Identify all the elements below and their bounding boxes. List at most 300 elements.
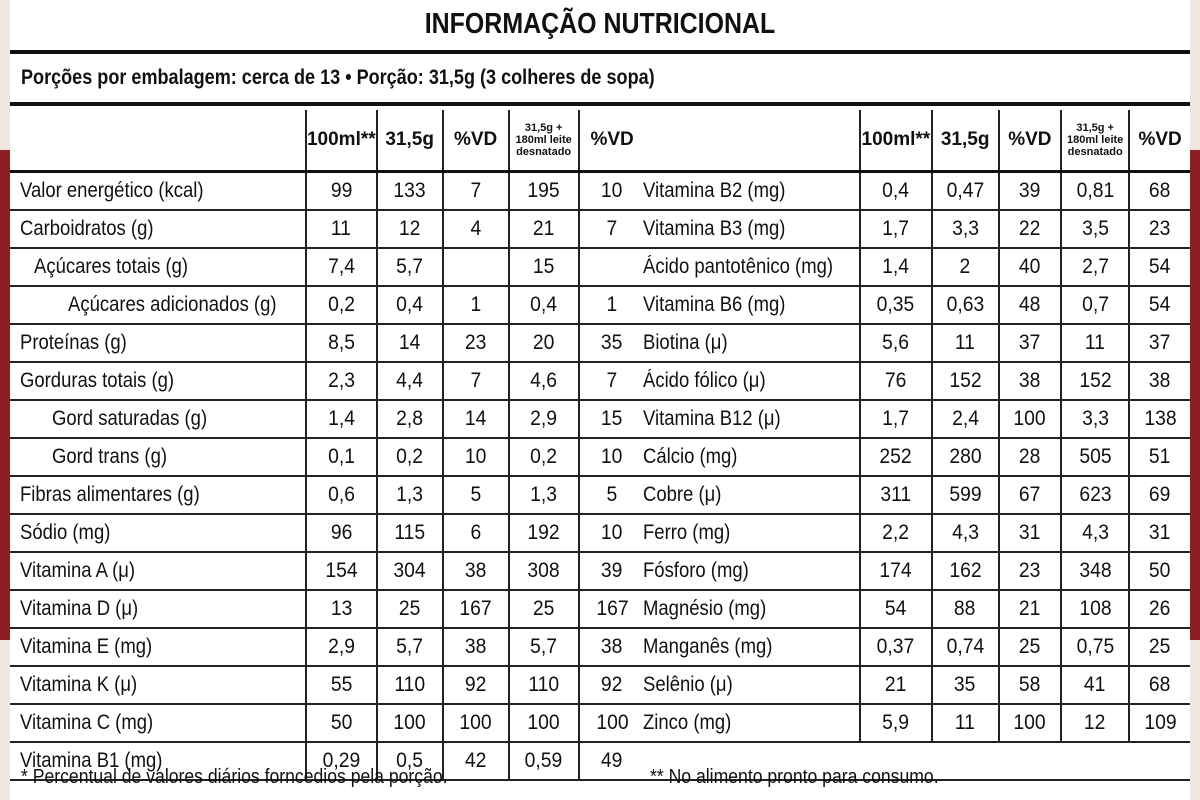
cell-value: 2,2: [882, 521, 910, 544]
cell-value: 20: [532, 331, 555, 354]
cell-value: 4: [470, 217, 482, 240]
header-portion: 31,5g: [932, 110, 999, 172]
value-100ml: [860, 514, 932, 552]
cell-value: 50: [1149, 559, 1171, 582]
nutrient-name-text: Cálcio (mg): [643, 445, 738, 468]
table-row: [10, 248, 645, 286]
value-portion-milk: [1061, 704, 1129, 742]
value-100ml: [860, 628, 932, 666]
cell-value: 1: [606, 293, 618, 316]
cell-value: 192: [527, 521, 560, 544]
cell-value: 100: [596, 711, 629, 734]
nutrient-name: [10, 628, 306, 666]
value-portion: [932, 286, 999, 324]
value-100ml: [306, 666, 377, 704]
cell-value: 348: [1079, 559, 1112, 582]
header-portion-milk-line1: 31,5g +: [524, 122, 563, 134]
cell-value: 7: [606, 369, 618, 392]
value-100ml: [306, 286, 377, 324]
cell-value: 280: [949, 445, 982, 468]
cell-value: 38: [1019, 369, 1041, 392]
nutrient-name-text: Proteínas (g): [20, 331, 127, 354]
value-portion-milk: [509, 362, 579, 400]
table-row: [10, 286, 645, 324]
cell-value: 308: [527, 559, 560, 582]
cell-value: 96: [330, 521, 353, 544]
value-100ml: [306, 590, 377, 628]
cell-value: 68: [1149, 179, 1171, 202]
value-100ml: [860, 248, 932, 286]
value-vd: [443, 628, 509, 666]
value-portion-milk: [509, 400, 579, 438]
value-portion: [377, 362, 443, 400]
cell-value: 25: [398, 597, 421, 620]
value-vd: [999, 210, 1062, 248]
value-portion-milk: [1061, 362, 1129, 400]
cell-value: 252: [879, 445, 912, 468]
nutrient-name-text: Gorduras totais (g): [20, 369, 175, 392]
cell-value: 1,7: [882, 407, 910, 430]
cell-value: 7: [606, 217, 618, 240]
value-100ml: [860, 476, 932, 514]
value-vd: [999, 438, 1062, 476]
cell-value: 0,2: [396, 445, 424, 468]
page-title: INFORMAÇÃO NUTRICIONAL: [424, 8, 776, 40]
table-row: [10, 476, 645, 514]
value-100ml: [306, 628, 377, 666]
cell-value: 133: [393, 179, 426, 202]
nutrient-name-text: Cobre (μ): [643, 483, 722, 506]
cell-value: 0,29: [322, 749, 361, 772]
value-vd-milk: [1129, 324, 1190, 362]
value-vd: [999, 286, 1062, 324]
header-portion-milk: [509, 110, 579, 172]
nutrient-name-text: Vitamina B1 (mg): [20, 749, 163, 772]
cell-value: 23: [464, 331, 487, 354]
table-row: [633, 400, 1190, 438]
nutrient-name-text: Fósforo (mg): [643, 559, 749, 582]
cell-value: 21: [532, 217, 555, 240]
cell-value: 99: [330, 179, 353, 202]
nutrient-name: [10, 514, 306, 552]
cell-value: 28: [1019, 445, 1041, 468]
table-row: [10, 362, 645, 400]
value-vd: [999, 666, 1062, 704]
value-vd: [443, 742, 509, 780]
value-100ml: [860, 324, 932, 362]
cell-value: 304: [393, 559, 426, 582]
cell-value: 1,4: [327, 407, 355, 430]
nutrient-name-text: Carboidratos (g): [20, 217, 154, 240]
cell-value: 0,4: [396, 293, 424, 316]
cell-value: 39: [601, 559, 623, 582]
nutrient-name-text: Vitamina B2 (mg): [643, 179, 786, 202]
header-vd-milk: %VD: [1129, 110, 1190, 172]
value-vd: [999, 552, 1062, 590]
cell-value: 23: [1019, 559, 1041, 582]
cell-value: 167: [459, 597, 492, 620]
cell-value: 0,74: [946, 635, 984, 658]
value-100ml: [306, 476, 377, 514]
cell-value: 0,7: [1081, 293, 1109, 316]
value-vd-milk: [1129, 210, 1190, 248]
cell-value: 0,59: [524, 749, 563, 772]
table-row: [633, 590, 1190, 628]
nutrient-name: [633, 628, 860, 666]
value-portion: [377, 286, 443, 324]
cell-value: 35: [601, 331, 623, 354]
nutrient-name: [633, 286, 860, 324]
value-vd: [999, 590, 1062, 628]
table-row: [10, 400, 645, 438]
value-100ml: [860, 704, 932, 742]
nutrient-name-text: Açúcares totais (g): [34, 255, 189, 278]
cell-value: 152: [949, 369, 982, 392]
cell-value: 1,4: [882, 255, 910, 278]
value-portion: [377, 514, 443, 552]
cell-value: 51: [1149, 445, 1171, 468]
value-portion-milk: [1061, 514, 1129, 552]
cell-value: 4,6: [530, 369, 558, 392]
nutrient-name: [633, 704, 860, 742]
value-portion: [377, 552, 443, 590]
value-portion-milk: [509, 742, 579, 780]
cell-value: 68: [1149, 673, 1171, 696]
nutrient-name-text: Ácido pantotênico (mg): [643, 255, 834, 278]
value-portion-milk: [509, 172, 579, 211]
value-portion-milk: [509, 286, 579, 324]
cell-value: 162: [949, 559, 982, 582]
nutrient-name: [10, 476, 306, 514]
cell-value: 76: [885, 369, 907, 392]
value-portion: [932, 628, 999, 666]
cell-value: 152: [1079, 369, 1112, 392]
cell-value: 49: [601, 749, 623, 772]
nutrient-name: [633, 514, 860, 552]
value-portion-milk: [1061, 666, 1129, 704]
table-row: [633, 210, 1190, 248]
cell-value: 92: [464, 673, 487, 696]
table-header-row: [633, 110, 1190, 172]
value-portion: [932, 552, 999, 590]
header-vd-milk: %VD: [579, 110, 645, 172]
header-portion-milk: [1061, 110, 1129, 172]
value-portion: [932, 514, 999, 552]
value-vd-milk: [1129, 666, 1190, 704]
value-portion-milk: [1061, 172, 1129, 211]
cell-value: 0,37: [877, 635, 915, 658]
nutrient-name: [633, 324, 860, 362]
value-portion-milk: [1061, 628, 1129, 666]
cell-value: 48: [1019, 293, 1041, 316]
nutrient-name: [10, 552, 306, 590]
value-100ml: [860, 400, 932, 438]
cell-value: 25: [1019, 635, 1041, 658]
cell-value: 7: [470, 179, 482, 202]
cell-value: 92: [601, 673, 623, 696]
table-row: [633, 666, 1190, 704]
value-vd: [443, 666, 509, 704]
nutrient-name: [633, 552, 860, 590]
nutrient-name-text: Gord trans (g): [52, 445, 168, 468]
value-portion-milk: [509, 476, 579, 514]
value-vd: [443, 286, 509, 324]
nutrient-name-text: Ferro (mg): [643, 521, 731, 544]
cell-value: 58: [1019, 673, 1041, 696]
package-edge-right: [1190, 0, 1200, 800]
cell-value: 0,2: [327, 293, 355, 316]
value-vd-milk: [1129, 514, 1190, 552]
cell-value: 5,7: [396, 635, 424, 658]
nutrient-name-text: Vitamina A (μ): [20, 559, 136, 582]
header-100ml: 100ml**: [860, 110, 932, 172]
cell-value: 11: [331, 217, 352, 240]
nutrient-name-text: Vitamina B3 (mg): [643, 217, 786, 240]
value-portion-milk: [509, 552, 579, 590]
nutrient-name: [10, 248, 306, 286]
nutrient-name: [633, 248, 860, 286]
nutrient-name: [10, 590, 306, 628]
nutrient-name-text: Manganês (mg): [643, 635, 773, 658]
cell-value: 0,63: [946, 293, 984, 316]
value-100ml: [306, 400, 377, 438]
cell-value: 31: [1149, 521, 1171, 544]
cell-value: 40: [1019, 255, 1041, 278]
cell-value: 26: [1149, 597, 1171, 620]
table-row: [633, 248, 1190, 286]
value-portion: [377, 476, 443, 514]
value-portion-milk: [509, 590, 579, 628]
value-portion: [377, 324, 443, 362]
value-vd: [999, 248, 1062, 286]
nutrient-name: [10, 286, 306, 324]
value-portion: [377, 248, 443, 286]
value-vd-milk: [1129, 704, 1190, 742]
value-portion: [377, 400, 443, 438]
value-100ml: [860, 210, 932, 248]
nutrient-name-text: Vitamina B12 (μ): [643, 407, 781, 430]
value-vd: [443, 476, 509, 514]
nutrient-name: [633, 210, 860, 248]
nutrient-name-text: Ácido fólico (μ): [643, 369, 766, 392]
value-portion: [377, 210, 443, 248]
value-portion: [932, 704, 999, 742]
nutrition-rows-right: [633, 172, 1190, 781]
nutrient-name-text: Biotina (μ): [643, 331, 728, 354]
nutrient-name: [10, 362, 306, 400]
value-vd: [443, 210, 509, 248]
nutrition-table-right: [633, 110, 1190, 781]
value-vd: [443, 438, 509, 476]
nutrient-name: [10, 324, 306, 362]
value-100ml: [860, 590, 932, 628]
value-100ml: [306, 210, 377, 248]
cell-value: 5,6: [882, 331, 910, 354]
value-100ml: [860, 362, 932, 400]
cell-value: 10: [601, 179, 623, 202]
value-portion: [932, 248, 999, 286]
value-vd: [443, 704, 509, 742]
header-portion-milk-line2: 180ml leite: [1067, 134, 1124, 146]
cell-value: 42: [464, 749, 487, 772]
table-row: [633, 476, 1190, 514]
value-portion: [932, 438, 999, 476]
cell-value: 25: [532, 597, 555, 620]
nutrient-name-text: Vitamina K (μ): [20, 673, 138, 696]
value-vd: [999, 514, 1062, 552]
value-portion-milk: [1061, 286, 1129, 324]
cell-value: 23: [1149, 217, 1171, 240]
value-portion: [377, 704, 443, 742]
value-vd: [999, 476, 1062, 514]
header-portion-milk-line3: desnatado: [1067, 146, 1123, 158]
cell-value: 0,1: [327, 445, 355, 468]
cell-value: 38: [464, 635, 487, 658]
cell-value: 3,3: [1081, 407, 1109, 430]
cell-value: 54: [885, 597, 907, 620]
value-vd-milk: [1129, 400, 1190, 438]
cell-value: 12: [398, 217, 421, 240]
nutrient-name-text: Vitamina B6 (mg): [643, 293, 786, 316]
nutrient-name: [10, 438, 306, 476]
cell-value: 167: [596, 597, 629, 620]
cell-value: 311: [880, 483, 912, 506]
header-vd: %VD: [443, 110, 509, 172]
cell-value: 3,3: [951, 217, 979, 240]
cell-value: 0,4: [530, 293, 558, 316]
value-vd: [999, 362, 1062, 400]
nutrient-name-text: Zinco (mg): [643, 711, 732, 734]
cell-value: 505: [1079, 445, 1112, 468]
value-portion-milk: [509, 210, 579, 248]
value-portion-milk: [509, 514, 579, 552]
cell-value: 11: [1085, 331, 1106, 354]
cell-value: 110: [528, 673, 560, 696]
header-nutrient: [633, 110, 860, 172]
cell-value: 35: [954, 673, 976, 696]
value-vd: [999, 704, 1062, 742]
value-100ml: [306, 552, 377, 590]
table-row: [633, 552, 1190, 590]
cell-value: 10: [601, 445, 623, 468]
value-portion-milk: [1061, 400, 1129, 438]
cell-value: 1: [470, 293, 482, 316]
cell-value: 1,7: [882, 217, 910, 240]
cell-value: 115: [394, 521, 426, 544]
cell-value: 5: [470, 483, 482, 506]
value-portion-milk: [509, 248, 579, 286]
package-edge-left: [0, 0, 10, 800]
cell-value: 7: [470, 369, 482, 392]
value-100ml: [860, 286, 932, 324]
cell-value: 2,3: [327, 369, 355, 392]
cell-value: 100: [527, 711, 560, 734]
cell-value: 0,5: [396, 749, 424, 772]
cell-value: 38: [464, 559, 487, 582]
header-portion: 31,5g: [377, 110, 443, 172]
value-portion-milk: [1061, 476, 1129, 514]
cell-value: 6: [470, 521, 482, 544]
table-header-row: [10, 110, 645, 172]
value-portion: [932, 324, 999, 362]
cell-value: 39: [1019, 179, 1041, 202]
table-row: [10, 552, 645, 590]
nutrient-name-text: Gord saturadas (g): [52, 407, 208, 430]
value-100ml: [306, 172, 377, 211]
nutrition-facts-panel: [10, 0, 1190, 800]
value-portion: [932, 476, 999, 514]
cell-value: 55: [330, 673, 353, 696]
value-vd: [999, 172, 1062, 211]
cell-value: 67: [1019, 483, 1041, 506]
table-row: [633, 286, 1190, 324]
table-row: [10, 666, 645, 704]
value-vd: [443, 552, 509, 590]
nutrient-name: [10, 210, 306, 248]
table-row: [10, 210, 645, 248]
footnote-daily-values: * Percentual de valores diários forncedios pela porção.: [21, 766, 448, 788]
value-vd: [443, 400, 509, 438]
nutrient-name: [10, 400, 306, 438]
table-row: [633, 362, 1190, 400]
nutrient-name: [633, 172, 860, 211]
cell-value: 25: [1149, 635, 1171, 658]
cell-value: 88: [954, 597, 976, 620]
cell-value: 5,7: [530, 635, 558, 658]
cell-value: 100: [1013, 407, 1046, 430]
value-100ml: [306, 704, 377, 742]
header-100ml: 100ml**: [306, 110, 377, 172]
nutrient-name-text: Sódio (mg): [20, 521, 111, 544]
header-nutrient: [10, 110, 306, 172]
value-portion: [377, 172, 443, 211]
value-portion-milk: [1061, 438, 1129, 476]
cell-value: 15: [601, 407, 623, 430]
value-portion: [377, 628, 443, 666]
value-vd: [443, 590, 509, 628]
value-portion-milk: [509, 324, 579, 362]
cell-value: 21: [885, 673, 907, 696]
value-portion-milk: [1061, 552, 1129, 590]
nutrition-rows-left: [10, 172, 645, 781]
table-row: [633, 324, 1190, 362]
cell-value: 0,4: [882, 179, 910, 202]
cell-value: 0,81: [1076, 179, 1114, 202]
cell-value: 110: [394, 673, 426, 696]
cell-value: 37: [1019, 331, 1041, 354]
value-vd: [999, 400, 1062, 438]
value-portion-milk: [1061, 248, 1129, 286]
cell-value: 108: [1079, 597, 1112, 620]
cell-value: 22: [1019, 217, 1041, 240]
value-portion: [932, 400, 999, 438]
nutrient-name-text: Valor energético (kcal): [20, 179, 204, 202]
cell-value: 174: [879, 559, 912, 582]
value-vd: [999, 628, 1062, 666]
cell-value: 100: [393, 711, 426, 734]
value-100ml: [306, 324, 377, 362]
value-vd: [443, 324, 509, 362]
value-vd-milk: [1129, 590, 1190, 628]
cell-value: 13: [330, 597, 353, 620]
table-row: [10, 628, 645, 666]
cell-value: 11: [955, 711, 976, 734]
value-portion: [377, 666, 443, 704]
cell-value: 154: [325, 559, 358, 582]
value-100ml: [860, 666, 932, 704]
cell-value: 10: [464, 445, 487, 468]
cell-value: 109: [1143, 711, 1177, 734]
